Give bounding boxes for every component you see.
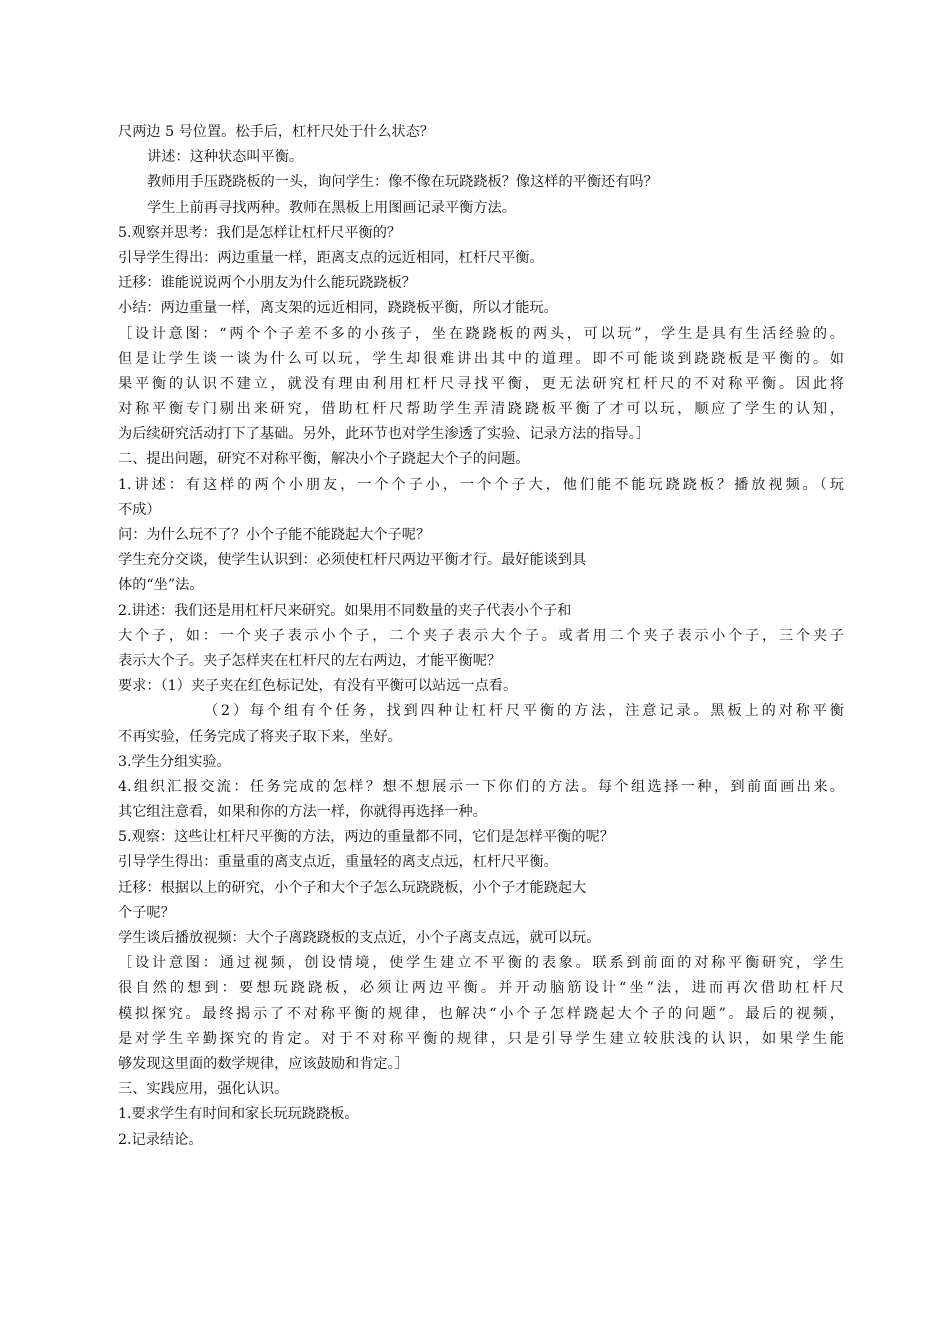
text-line: 2.讲述：我们还是用杠杆尺来研究。如果用不同数量的夹子代表小个子和 bbox=[118, 602, 572, 619]
text-line: 引导学生得出：两边重量一样，距离支点的远近相同，杠杆尺平衡。 bbox=[118, 249, 544, 266]
text-line: 迁移：谁能说说两个小朋友为什么能玩跷跷板？ bbox=[118, 275, 416, 292]
text-line: 够发现这里面的数学规律，应该鼓励和肯定。］ bbox=[118, 1055, 409, 1072]
text-line: 但是让学生谈一谈为什么可以玩，学生却很难讲出其中的道理。即不可能谈到跷跷板是平衡的。如 bbox=[118, 350, 844, 367]
text-line: 体的“坐”法。 bbox=[118, 577, 204, 594]
text-line: 表示大个子。夹子怎样夹在杠杆尺的左右两边，才能平衡呢？ bbox=[118, 652, 502, 669]
text-line: 尺两边 5 号位置。松手后，杠杆尺处于什么状态？ bbox=[118, 124, 434, 140]
text-line: 对称平衡专门剔出来研究，借助杠杆尺帮助学生弄清跷跷板平衡了才可以玩，顺应了学生的认知， bbox=[118, 401, 844, 418]
text-line: 不成） bbox=[118, 501, 161, 518]
text-line: （2）每个组有个任务，找到四种让杠杆尺平衡的方法，注意记录。黑板上的对称平衡 bbox=[204, 703, 844, 720]
text-line: 为后续研究活动打下了基础。另外，此环节也对学生渗透了实验、记录方法的指导。］ bbox=[118, 426, 651, 443]
text-line: 果平衡的认识不建立，就没有理由利用杠杆尺寻找平衡，更无法研究杠杆尺的不对称平衡。因此将 bbox=[118, 375, 844, 392]
text-line: 很自然的想到：要想玩跷跷板，必须让两边平衡。并开动脑筋设计“坐”法，进而再次借助杠杆尺 bbox=[118, 980, 844, 997]
text-line: 1.讲述：有这样的两个小朋友，一个个子小，一个个子大，他们能不能玩跷跷板？播放视频。（玩 bbox=[118, 476, 844, 493]
text-line: ［设计意图：通过视频，创设情境，使学生建立不平衡的表象。联系到前面的对称平衡研究，学生 bbox=[118, 955, 844, 972]
text-line: 教师用手压跷跷板的一头，询问学生：像不像在玩跷跷板？像这样的平衡还有吗？ bbox=[147, 174, 658, 191]
text-line: 要求：（1）夹子夹在红色标记处，有没有平衡可以站远一点看。 bbox=[118, 678, 518, 695]
text-line: 学生上前再寻找两种。教师在黑板上用图画记录平衡方法。 bbox=[147, 199, 516, 216]
text-line: 2.记录结论。 bbox=[118, 1131, 203, 1148]
text-line: 引导学生得出：重量重的离支点近，重量轻的离支点远，杠杆尺平衡。 bbox=[118, 854, 558, 871]
text-line: 是对学生辛勤探究的肯定。对于不对称平衡的规律，只是引导学生建立较肤浅的认识，如果学生能 bbox=[118, 1030, 844, 1047]
text-line: 学生充分交谈，使学生认识到：必须使杠杆尺两边平衡才行。最好能谈到具 bbox=[118, 552, 587, 569]
text-line: 5.观察并思考：我们是怎样让杠杆尺平衡的？ bbox=[118, 224, 402, 241]
text-line: 二、提出问题，研究不对称平衡，解决小个子跷起大个子的问题。 bbox=[118, 451, 530, 468]
text-line: 其它组注意看，如果和你的方法一样，你就得再选择一种。 bbox=[118, 804, 487, 821]
text-line: 迁移：根据以上的研究，小个子和大个子怎么玩跷跷板，小个子才能跷起大 bbox=[118, 879, 587, 896]
text-line: 问：为什么玩不了？小个子能不能跷起大个子呢？ bbox=[118, 527, 431, 543]
text-line: 学生谈后播放视频：大个子离跷跷板的支点近，小个子离支点远，就可以玩。 bbox=[118, 930, 601, 946]
text-line: 小结：两边重量一样，离支架的远近相同，跷跷板平衡，所以才能玩。 bbox=[118, 300, 558, 317]
text-line: 不再实验，任务完成了将夹子取下来，坐好。 bbox=[118, 728, 402, 745]
text-line: 3.学生分组实验。 bbox=[118, 753, 231, 770]
text-line: 5.观察：这些让杠杆尺平衡的方法，两边的重量都不同，它们是怎样平衡的呢？ bbox=[118, 829, 614, 846]
text-line: 个子呢？ bbox=[118, 904, 175, 921]
text-line: 大个子，如：一个夹子表示小个子，二个夹子表示大个子。或者用二个夹子表示小个子，三个夹子 bbox=[118, 627, 844, 644]
text-line: 4.组织汇报交流：任务完成的怎样？想不想展示一下你们的方法。每个组选择一种，到前面画出来。 bbox=[118, 778, 844, 795]
text-line: 1.要求学生有时间和家长玩玩跷跷板。 bbox=[118, 1106, 359, 1123]
text-line: 模拟探究。最终揭示了不对称平衡的规律，也解决“小个子怎样跷起大个子的问题”。最后的视频， bbox=[118, 1005, 844, 1022]
text-line: 讲述：这种状态叫平衡。 bbox=[147, 149, 304, 166]
document-page bbox=[118, 120, 844, 1153]
text-line: ［设计意图：“两个个子差不多的小孩子，坐在跷跷板的两头，可以玩”，学生是具有生活经验的。 bbox=[118, 325, 844, 342]
text-line: 三、实践应用，强化认识。 bbox=[118, 1081, 289, 1098]
